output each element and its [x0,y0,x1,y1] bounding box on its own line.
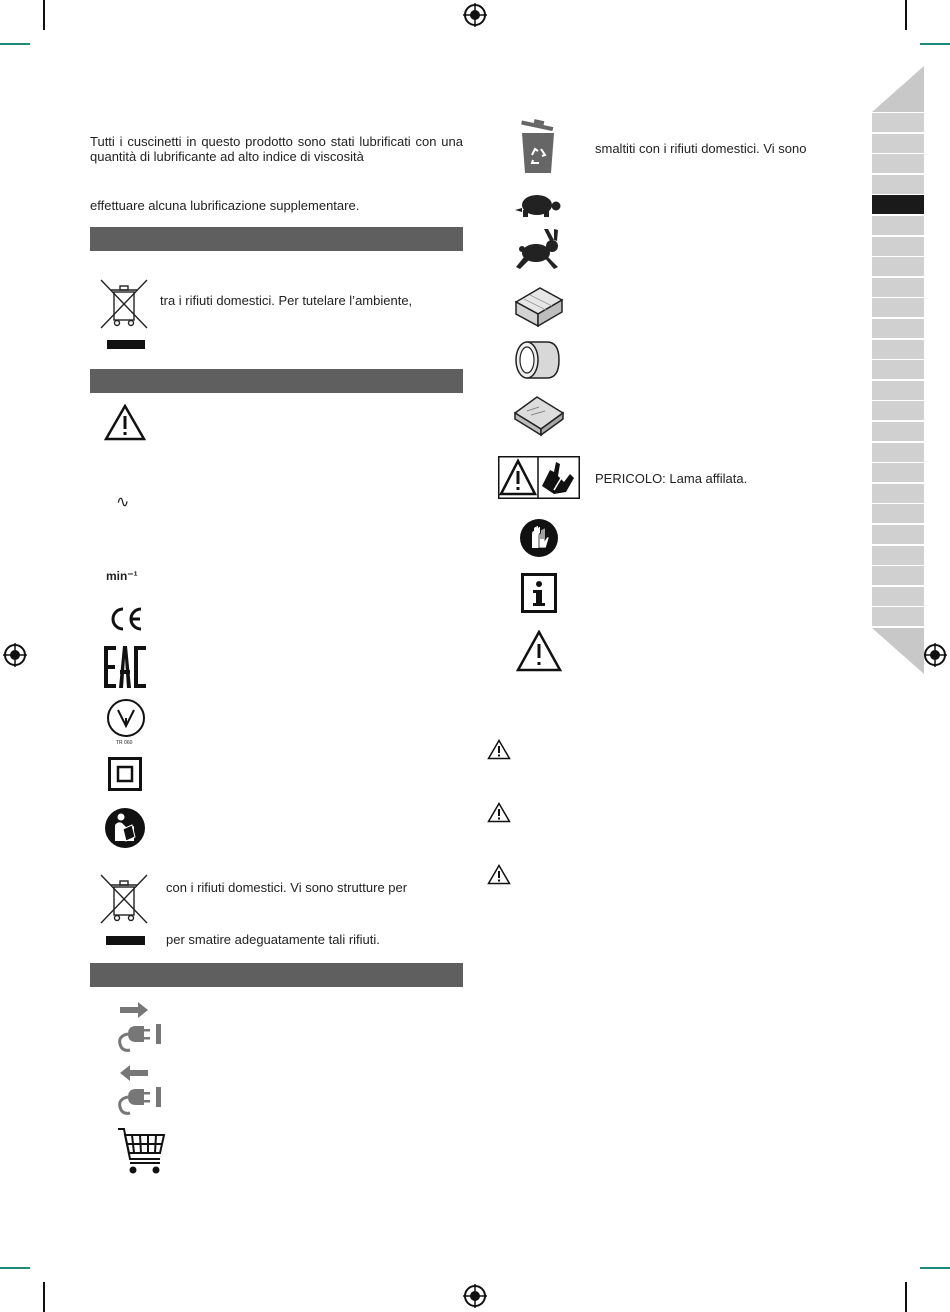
language-tab [872,175,924,194]
wood-icon [514,280,564,328]
turtle-icon [513,190,563,218]
warning-triangle-icon [487,864,511,885]
plug-in-icon [114,1000,166,1054]
language-tab [872,360,924,379]
lubrication-paragraph-end: effettuare alcuna lubrificazione supplementare. [90,198,360,213]
sharp-blade-icon [498,456,580,499]
language-tab [872,484,924,503]
warning-triangle-icon [104,404,146,441]
language-tab [872,278,924,297]
language-tab [872,463,924,482]
registration-mark-bottom [463,1284,487,1308]
warning-triangle-icon [487,739,511,760]
language-tab [872,525,924,544]
ukr-mark-caption: TR 060 [116,740,133,746]
eac-icon [104,646,146,688]
lubrication-paragraph: Tutti i cuscinetti in questo prodotto sono stati lubrificati con una quantità di lubrificante ad alto indice di viscosità [90,134,463,164]
registration-mark-left [3,643,27,667]
crop-mark-top-left-h [0,43,30,45]
tab-strip-top-triangle [872,66,924,112]
language-tab [872,113,924,132]
language-tab [872,381,924,400]
registration-mark-top [463,3,487,27]
language-tab [872,257,924,276]
language-tab [872,298,924,317]
language-tab [872,237,924,256]
section-bar-pictograms [90,963,463,987]
crop-mark-bottom-right-h [920,1267,950,1269]
ce-icon [108,605,144,633]
language-tab [872,216,924,235]
section-bar-symbols [90,369,463,393]
language-tab [872,154,924,173]
section-bar-environment [90,227,463,251]
info-icon [521,573,557,613]
crop-mark-top-left [43,0,45,30]
tab-strip-bottom-triangle [872,628,924,674]
disposal-line-2: per smatire adeguatamente tali rifiuti. [166,932,380,947]
language-tab [872,546,924,565]
recycle-bin-icon [517,119,559,175]
ac-symbol: ∿ [116,494,130,511]
crop-mark-bottom-right [905,1282,907,1312]
language-tab [872,422,924,441]
crop-mark-bottom-left-h [0,1267,30,1269]
warning-triangle-icon [516,630,562,672]
language-tab [872,401,924,420]
weee-text: tra i rifiuti domestici. Per tutelare l’ambiente, [160,293,413,308]
rabbit-icon [514,229,564,271]
weee-bin-icon [99,873,151,947]
crop-mark-bottom-left [43,1282,45,1312]
weee-bin-icon [99,278,151,350]
tile-icon [513,393,565,437]
warning-triangle-icon [487,802,511,823]
language-tab [872,504,924,523]
pipe-icon [513,338,563,382]
language-tab [872,566,924,585]
double-insulation-icon [108,757,142,791]
language-tab [872,134,924,153]
language-tab [872,587,924,606]
shopping-cart-icon [116,1127,168,1175]
language-tab [872,319,924,338]
language-tab-active [872,195,924,214]
crop-mark-top-right [905,0,907,30]
ukr-conformity-icon [106,698,146,746]
language-tab [872,340,924,359]
danger-text: PERICOLO: Lama affilata. [595,471,748,486]
plug-out-icon [114,1063,166,1117]
read-manual-icon [104,807,146,849]
rpm-symbol: min⁻¹ [106,569,138,583]
crop-mark-top-right-h [920,43,950,45]
registration-mark-right [923,643,947,667]
disposal-line-1: con i rifiuti domestici. Vi sono strutture per [166,880,408,895]
language-tab [872,607,924,626]
gloves-icon [519,518,559,558]
language-tab [872,443,924,462]
recycle-text: smaltiti con i rifiuti domestici. Vi sono [595,141,807,156]
